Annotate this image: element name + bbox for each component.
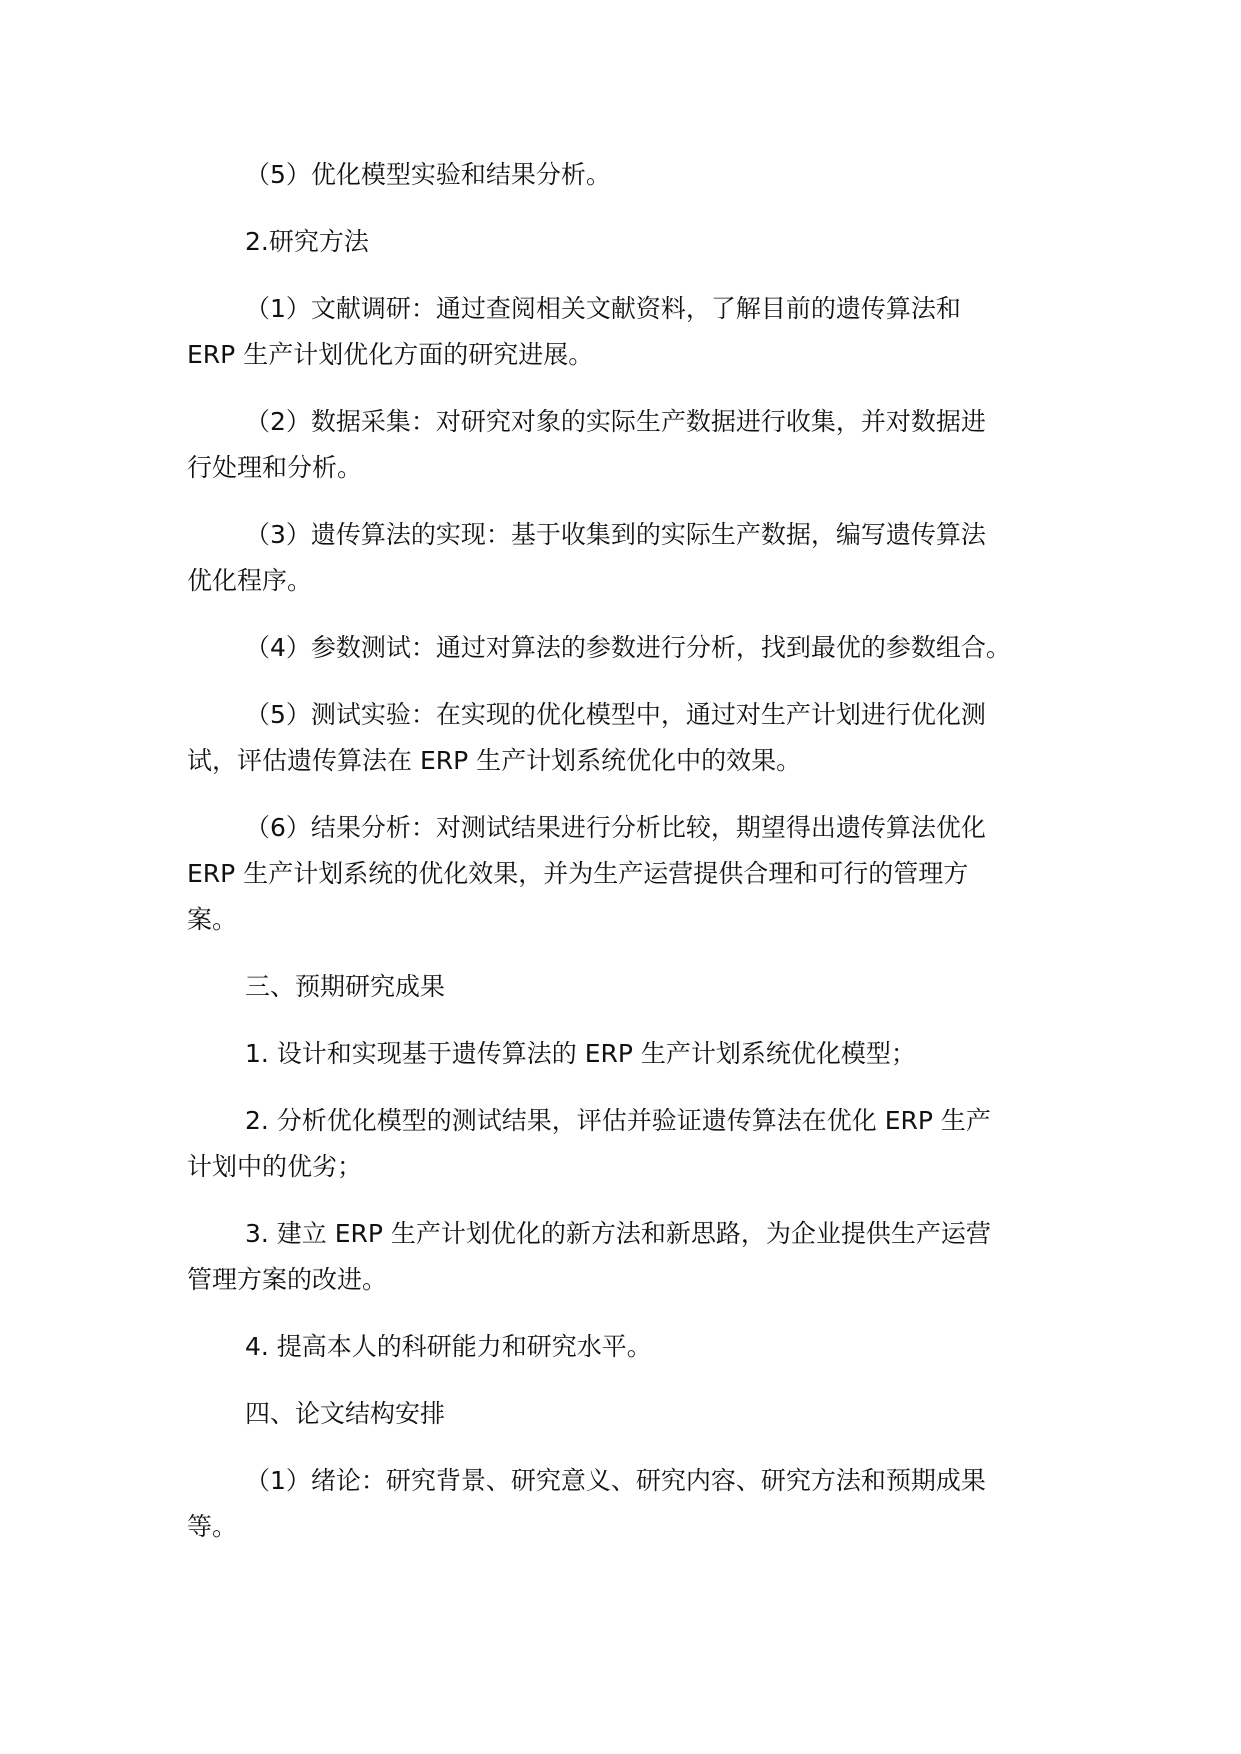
paragraph-method-1-literature-review	[187, 286, 1067, 378]
text-line: 案。	[187, 905, 238, 934]
text-line: （1）绪论：研究背景、研究意义、研究内容、研究方法和预期成果	[245, 1466, 986, 1495]
paragraph-result-2	[187, 1098, 1067, 1190]
paragraph-result-3	[187, 1211, 1067, 1303]
document-body	[187, 152, 1067, 1571]
text-line: ERP 生产计划优化方面的研究进展。	[187, 340, 594, 369]
text-line: 管理方案的改进。	[187, 1265, 388, 1294]
text-line: 等。	[187, 1512, 238, 1541]
text-line: 4. 提高本人的科研能力和研究水平。	[245, 1332, 652, 1361]
paragraph-method-5-test-experiment	[187, 692, 1067, 784]
text-line: 1. 设计和实现基于遗传算法的 ERP 生产计划系统优化模型；	[245, 1039, 916, 1068]
paragraph-result-4	[187, 1324, 1067, 1370]
text-line: 试，评估遗传算法在 ERP 生产计划系统优化中的效果。	[187, 746, 802, 775]
text-line: 行处理和分析。	[187, 453, 363, 482]
text-line: 3. 建立 ERP 生产计划优化的新方法和新思路，为企业提供生产运营	[245, 1219, 991, 1248]
text-line: 2. 分析优化模型的测试结果，评估并验证遗传算法在优化 ERP 生产	[245, 1106, 991, 1135]
text-line: （1）文献调研：通过查阅相关文献资料，了解目前的遗传算法和	[245, 294, 961, 323]
text-line: （5）优化模型实验和结果分析。	[245, 160, 611, 189]
text-line: （5）测试实验：在实现的优化模型中，通过对生产计划进行优化测	[245, 700, 986, 729]
paragraph-structure-1-introduction	[187, 1458, 1067, 1550]
text-line: 四、论文结构安排	[245, 1399, 446, 1428]
text-line: 2.研究方法	[245, 227, 369, 256]
paragraph-method-6-result-analysis	[187, 805, 1067, 943]
paragraph-heading-thesis-structure	[187, 1391, 1067, 1437]
text-line: （6）结果分析：对测试结果进行分析比较，期望得出遗传算法优化	[245, 813, 986, 842]
paragraph-heading-research-method	[187, 219, 1067, 265]
paragraph-result-1	[187, 1031, 1067, 1077]
text-line: 计划中的优劣；	[187, 1152, 363, 1181]
text-line: ERP 生产计划系统的优化效果，并为生产运营提供合理和可行的管理方	[187, 859, 969, 888]
paragraph-method-4-parameter-testing	[187, 625, 1067, 671]
paragraph-method-3-algorithm-implementation	[187, 512, 1067, 604]
text-line: （4）参数测试：通过对算法的参数进行分析，找到最优的参数组合。	[245, 633, 1011, 662]
paragraph-heading-expected-results	[187, 964, 1067, 1010]
text-line: 三、预期研究成果	[245, 972, 446, 1001]
text-line: 优化程序。	[187, 566, 313, 595]
text-line: （3）遗传算法的实现：基于收集到的实际生产数据，编写遗传算法	[245, 520, 986, 549]
text-line: （2）数据采集：对研究对象的实际生产数据进行收集，并对数据进	[245, 407, 986, 436]
paragraph-item-5-optimization-experiment	[187, 152, 1067, 198]
paragraph-method-2-data-collection	[187, 399, 1067, 491]
